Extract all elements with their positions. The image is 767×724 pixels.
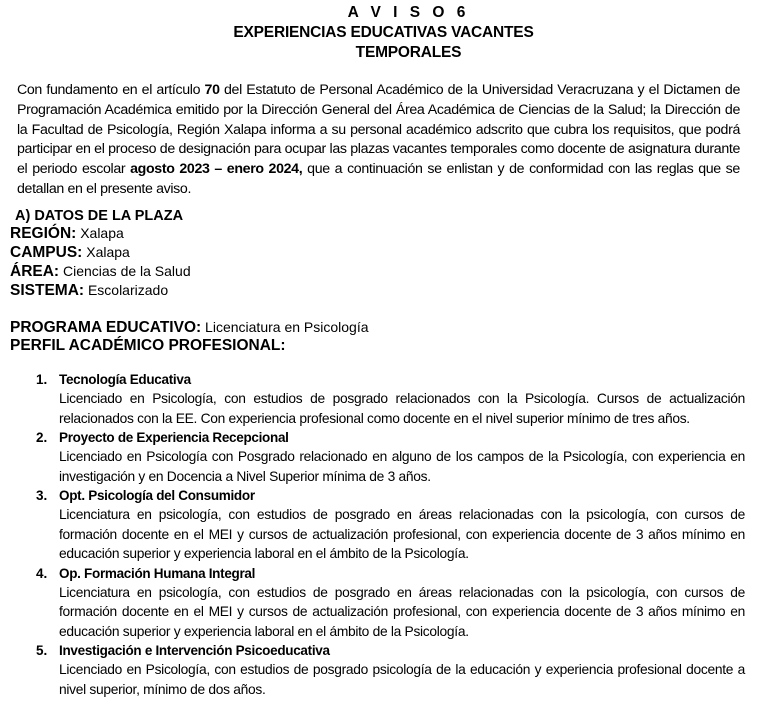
item-number: 2. [36, 430, 48, 445]
field-programa [10, 318, 369, 337]
sistema-label: SISTEMA: [10, 282, 85, 299]
intro-text-2: del Estatuto de Personal Académico de la Universidad Veracruzana y el Dictamen de Programación Académica emitido por la Dirección General del Área Académica de Ciencias de la Salud; la Dirección de la Facultad de Psicología, Región Xalapa informa a su personal académico adscrito que cubra los requisitos, que podrá participar en el proceso de designación para ocupar las plazas vacantes temporales como docente de asignatura durante el periodo escolar [17, 82, 740, 178]
item-description: Licenciado en Psicología con Posgrado relacionado en alguno de los campos de la Psicología, con experiencia en investigación y en Docencia a Nivel Superior mínima de 3 años. [59, 449, 745, 484]
campus-label: CAMPUS: [10, 244, 83, 261]
intro-paragraph [17, 81, 740, 200]
notice-title-line-1: EXPERIENCIAS EDUCATIVAS VACANTES [233, 24, 534, 41]
item-number: 3. [36, 488, 48, 503]
document-title [0, 3, 767, 63]
intro-article-number: 70 [204, 82, 220, 98]
sistema-value: Escolarizado [84, 282, 169, 298]
area-label: ÁREA: [10, 263, 60, 280]
region-value: Xalapa [76, 225, 124, 241]
item-description: Licenciado en Psicología, con estudios de posgrado relacionados con la Psicología. Cursos de actualización relacionados con la EE. Con experiencia profesional como docente en el nivel superior mínimo de tres años. [59, 391, 745, 426]
area-value: Ciencias de la Salud [59, 263, 191, 279]
field-region [10, 224, 124, 243]
list-item [0, 564, 767, 642]
item-title: Tecnología Educativa [59, 372, 191, 387]
item-description: Licenciado en Psicología, con estudios de posgrado psicología de la educación y experiencia profesional docente a nivel superior, mínimo de dos años. [59, 662, 745, 697]
field-perfil [10, 336, 286, 355]
item-description: Licenciatura en psicología, con estudios de posgrado en áreas relacionadas con la psicología, con cursos de formación docente en el MEI y cursos de actualización profesional, con experiencia docente de 3 años mínimo en educación superior y experiencia laboral en el ámbito de la Psicología. [59, 507, 745, 561]
item-description: Licenciatura en psicología, con estudios de posgrado en áreas relacionadas con la psicología, con cursos de formación docente en el MEI y cursos de actualización profesional, con experiencia docente de 3 años mínimo en educación superior y experiencia laboral en el ámbito de la Psicología. [59, 584, 745, 639]
section-a-heading: A) DATOS DE LA PLAZA [15, 208, 184, 224]
profile-list [0, 370, 767, 699]
list-item [0, 370, 767, 428]
field-campus [10, 243, 130, 262]
item-title: Opt. Psicología del Consumidor [59, 488, 255, 503]
list-item [0, 486, 767, 564]
field-sistema [10, 281, 168, 300]
item-number: 5. [36, 643, 48, 658]
intro-text-1: Con fundamento en el artículo [17, 82, 205, 98]
notice-title-line-2: TEMPORALES [355, 44, 462, 61]
item-title: Op. Formación Humana Integral [59, 565, 256, 581]
list-item [0, 641, 767, 699]
field-area [10, 262, 191, 281]
campus-value: Xalapa [82, 244, 130, 260]
item-title: Investigación e Intervención Psicoeducativa [59, 643, 330, 658]
notice-number: A V I S O 6 [347, 4, 470, 21]
intro-text-3: que a continuación se enlistan y de conformidad con las reglas que se detallan en el presente aviso. [17, 161, 740, 197]
item-number: 4. [36, 565, 48, 581]
intro-period: agosto 2023 – enero 2024, [130, 161, 303, 178]
programa-value: Licenciatura en Psicología [201, 319, 369, 335]
item-title: Proyecto de Experiencia Recepcional [59, 430, 289, 445]
list-item [0, 428, 767, 486]
region-label: REGIÓN: [10, 225, 77, 242]
item-number: 1. [36, 372, 48, 387]
programa-label: PROGRAMA EDUCATIVO: [10, 319, 202, 336]
perfil-label: PERFIL ACADÉMICO PROFESIONAL: [10, 337, 286, 354]
